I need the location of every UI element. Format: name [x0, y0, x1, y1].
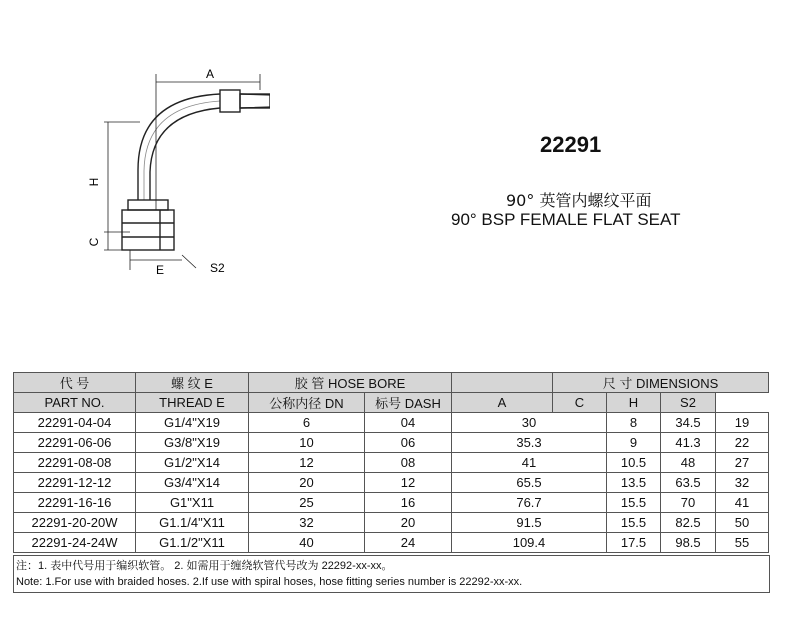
cell-h: 48 [661, 453, 716, 473]
cell-thread: G1/4"X19 [136, 413, 249, 433]
header-part-no: PART NO. [14, 393, 136, 413]
note-cn: 注：1. 表中代号用于编织软管。 2. 如需用于缠绕软管代号改为 22292-xx-xx。 [16, 560, 393, 572]
cell-dash: 04 [365, 413, 452, 433]
dim-label-e: E [155, 263, 165, 277]
cell-dash: 16 [365, 493, 452, 513]
cell-part-no: 22291-08-08 [14, 453, 136, 473]
notes-box [13, 555, 770, 593]
cell-a: 91.5 [452, 513, 607, 533]
table-row [14, 513, 769, 533]
header-thread-e: THREAD E [136, 393, 249, 413]
cell-thread: G1/2"X14 [136, 453, 249, 473]
nut-top [128, 200, 168, 210]
cell-thread: G1.1/4"X11 [136, 513, 249, 533]
cell-c: 13.5 [607, 473, 661, 493]
cell-dash: 08 [365, 453, 452, 473]
product-title-en: 90° BSP FEMALE FLAT SEAT [451, 210, 681, 229]
cell-h: 70 [661, 493, 716, 513]
product-title-cn: 90° 英管内螺纹平面 [506, 191, 652, 210]
cell-s2: 41 [716, 493, 769, 513]
cell-c: 17.5 [607, 533, 661, 553]
cell-a: 41 [452, 453, 607, 473]
cell-a: 76.7 [452, 493, 607, 513]
header-hose-bore: 胶 管 HOSE BORE [249, 373, 452, 393]
cell-h: 34.5 [661, 413, 716, 433]
cell-s2: 19 [716, 413, 769, 433]
header-s2: S2 [661, 393, 716, 413]
table-body [14, 413, 769, 553]
header-gap [452, 373, 553, 393]
table-row [14, 533, 769, 553]
header-dash: 标号 DASH [365, 393, 452, 413]
table-row [14, 493, 769, 513]
cell-part-no: 22291-16-16 [14, 493, 136, 513]
cell-c: 9 [607, 433, 661, 453]
cell-a: 35.3 [452, 433, 607, 453]
cell-dn: 32 [249, 513, 365, 533]
collar-shape [220, 90, 240, 112]
cell-dn: 10 [249, 433, 365, 453]
spec-table [13, 372, 769, 553]
cell-h: 82.5 [661, 513, 716, 533]
header-c: C [553, 393, 607, 413]
cell-part-no: 22291-04-04 [14, 413, 136, 433]
header-a: A [452, 393, 553, 413]
cell-a: 65.5 [452, 473, 607, 493]
cell-part-no: 22291-24-24W [14, 533, 136, 553]
header-thread-cn: 螺 纹 E [136, 373, 249, 393]
product-number: 22291 [540, 132, 602, 157]
table-row [14, 453, 769, 473]
header-dimensions: 尺 寸 DIMENSIONS [553, 373, 769, 393]
cell-h: 63.5 [661, 473, 716, 493]
cell-h: 41.3 [661, 433, 716, 453]
cell-part-no: 22291-20-20W [14, 513, 136, 533]
cell-dn: 25 [249, 493, 365, 513]
cell-s2: 55 [716, 533, 769, 553]
cell-dash: 06 [365, 433, 452, 453]
cell-a: 109.4 [452, 533, 607, 553]
cell-a: 30 [452, 413, 607, 433]
nut-hex [122, 210, 174, 250]
table-row [14, 413, 769, 433]
dim-label-c: C [87, 237, 101, 247]
table-row [14, 473, 769, 493]
cell-thread: G3/8"X19 [136, 433, 249, 453]
cell-s2: 50 [716, 513, 769, 533]
dim-label-h: H [87, 177, 101, 187]
fitting-drawing [70, 60, 270, 290]
header-part-cn: 代 号 [14, 373, 136, 393]
cell-dash: 20 [365, 513, 452, 533]
cell-c: 15.5 [607, 513, 661, 533]
cell-c: 8 [607, 413, 661, 433]
table-header-row-2 [14, 393, 769, 413]
note-en: Note: 1.For use with braided hoses. 2.If use with spiral hoses, hose fitting series number is 22292-xx-xx. [16, 576, 523, 588]
cell-thread: G3/4"X14 [136, 473, 249, 493]
cell-s2: 22 [716, 433, 769, 453]
header-h: H [607, 393, 661, 413]
table-row [14, 433, 769, 453]
header-dn: 公称内径 DN [249, 393, 365, 413]
cell-dn: 12 [249, 453, 365, 473]
cell-dn: 6 [249, 413, 365, 433]
dim-label-a: A [205, 67, 215, 81]
cell-part-no: 22291-06-06 [14, 433, 136, 453]
cell-part-no: 22291-12-12 [14, 473, 136, 493]
cell-dn: 40 [249, 533, 365, 553]
elbow-inner-line [150, 108, 220, 200]
cell-dash: 24 [365, 533, 452, 553]
cell-c: 15.5 [607, 493, 661, 513]
cell-h: 98.5 [661, 533, 716, 553]
dim-label-s2: S2 [210, 261, 225, 275]
table-header-row-1 [14, 373, 769, 393]
cell-thread: G1"X11 [136, 493, 249, 513]
cell-s2: 32 [716, 473, 769, 493]
cell-thread: G1.1/2"X11 [136, 533, 249, 553]
cell-c: 10.5 [607, 453, 661, 473]
cell-dash: 12 [365, 473, 452, 493]
cell-s2: 27 [716, 453, 769, 473]
cell-dn: 20 [249, 473, 365, 493]
